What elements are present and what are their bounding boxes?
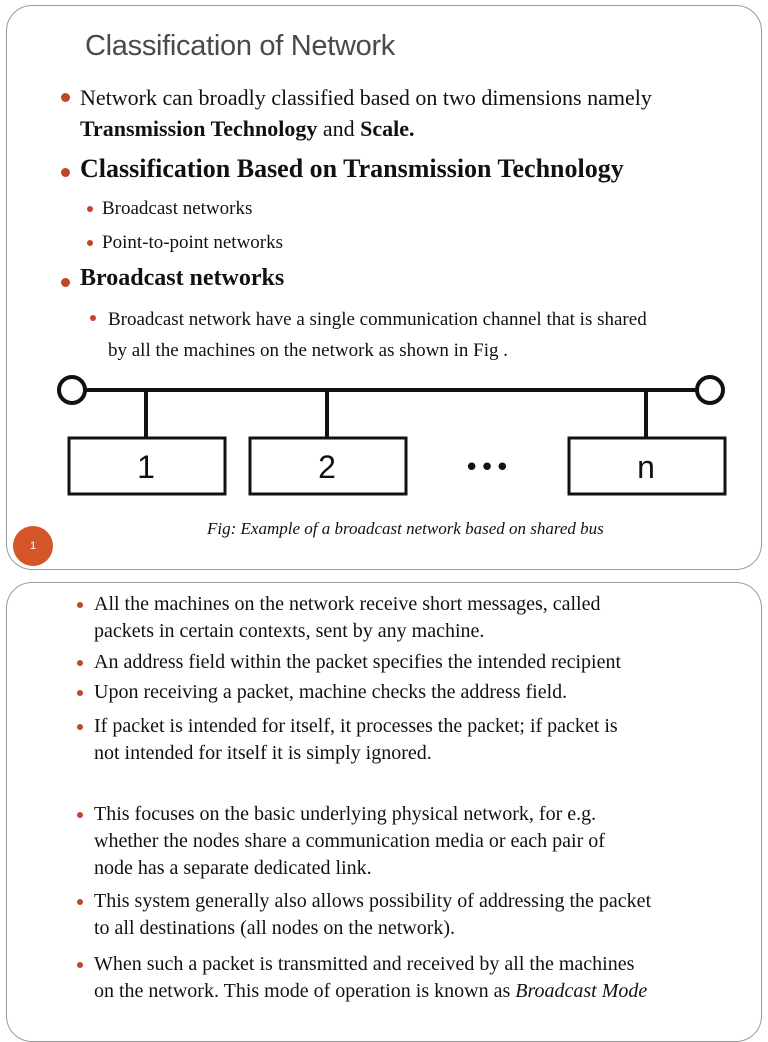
bullet-item bbox=[94, 888, 754, 942]
intro-bold-scale: Scale. bbox=[360, 116, 415, 141]
bullet-item bbox=[94, 679, 754, 706]
slide-title: Classification of Network bbox=[85, 30, 395, 62]
bullet-line: This focuses on the basic underlying physical network, for e.g. bbox=[94, 803, 597, 825]
node-label-1: 1 bbox=[137, 449, 155, 485]
page-number-badge: 1 bbox=[13, 526, 53, 566]
bullet-dot bbox=[61, 278, 70, 287]
bullet-dot bbox=[77, 812, 83, 818]
bullet-dot bbox=[77, 724, 83, 730]
broadcast-mode-term: Broadcast Mode bbox=[515, 980, 648, 1002]
intro-text: Network can broadly classified based on two dimensions namely bbox=[80, 85, 652, 110]
sub-bullet-dot bbox=[87, 206, 93, 212]
bullet-line: Upon receiving a packet, machine checks the address field. bbox=[94, 681, 568, 703]
bullet-item bbox=[94, 801, 754, 882]
broadcast-description bbox=[108, 304, 762, 366]
bullet-line: not intended for itself it is simply ignored. bbox=[94, 742, 432, 764]
broadcast-mode-line-2: on the network. This mode of operation is known as bbox=[94, 980, 516, 1002]
bullet-dot bbox=[61, 168, 70, 177]
bullet-dot bbox=[77, 899, 83, 905]
bullet-item bbox=[94, 713, 754, 767]
broadcast-mode-line-1: When such a packet is transmitted and received by all the machines bbox=[94, 953, 635, 975]
ellipsis: ••• bbox=[463, 453, 511, 483]
desc-line-1: Broadcast network have a single communication channel that is shared bbox=[108, 309, 647, 330]
heading-broadcast-networks: Broadcast networks bbox=[80, 265, 285, 291]
bullet-broadcast-mode bbox=[94, 951, 754, 1005]
node-label-2: 2 bbox=[318, 449, 336, 485]
desc-line-2: by all the machines on the network as shown in Fig . bbox=[108, 340, 508, 361]
bullet-dot bbox=[77, 660, 83, 666]
intro-bullet bbox=[80, 82, 750, 144]
bullet-line: whether the nodes share a communication media or each pair of bbox=[94, 830, 605, 852]
bus-terminator-left bbox=[59, 377, 85, 403]
intro-and: and bbox=[317, 116, 361, 141]
bullet-item bbox=[94, 591, 754, 645]
bus-terminator-right bbox=[697, 377, 723, 403]
sub-item-point-to-point: Point-to-point networks bbox=[102, 232, 284, 253]
bullet-line: If packet is intended for itself, it processes the packet; if packet is bbox=[94, 715, 618, 737]
bullet-dot bbox=[77, 962, 83, 968]
slide-2 bbox=[6, 582, 762, 1042]
figure-caption: Fig: Example of a broadcast network based on shared bus bbox=[207, 519, 604, 538]
bullet-line: This system generally also allows possibility of addressing the packet bbox=[94, 890, 652, 912]
shared-bus-diagram bbox=[7, 366, 762, 506]
node-label-n: n bbox=[637, 449, 655, 485]
slide-1 bbox=[6, 5, 762, 570]
bullet-dot bbox=[77, 690, 83, 696]
bullet-line: All the machines on the network receive short messages, called bbox=[94, 593, 601, 615]
bullet-line: to all destinations (all nodes on the network). bbox=[94, 917, 456, 939]
bullet-line: node has a separate dedicated link. bbox=[94, 857, 372, 879]
bullet-dot bbox=[77, 602, 83, 608]
heading-transmission-technology: Classification Based on Transmission Technology bbox=[80, 154, 624, 183]
bullet-line: packets in certain contexts, sent by any machine. bbox=[94, 620, 485, 642]
bullet-dot bbox=[61, 93, 70, 102]
intro-bold-transmission: Transmission Technology bbox=[80, 116, 318, 141]
sub-item-broadcast: Broadcast networks bbox=[102, 198, 253, 219]
sub-bullet-dot bbox=[87, 240, 93, 246]
bullet-line: An address field within the packet specifies the intended recipient bbox=[94, 651, 622, 673]
bullet-item bbox=[94, 649, 754, 676]
sub-bullet-dot bbox=[90, 315, 96, 321]
